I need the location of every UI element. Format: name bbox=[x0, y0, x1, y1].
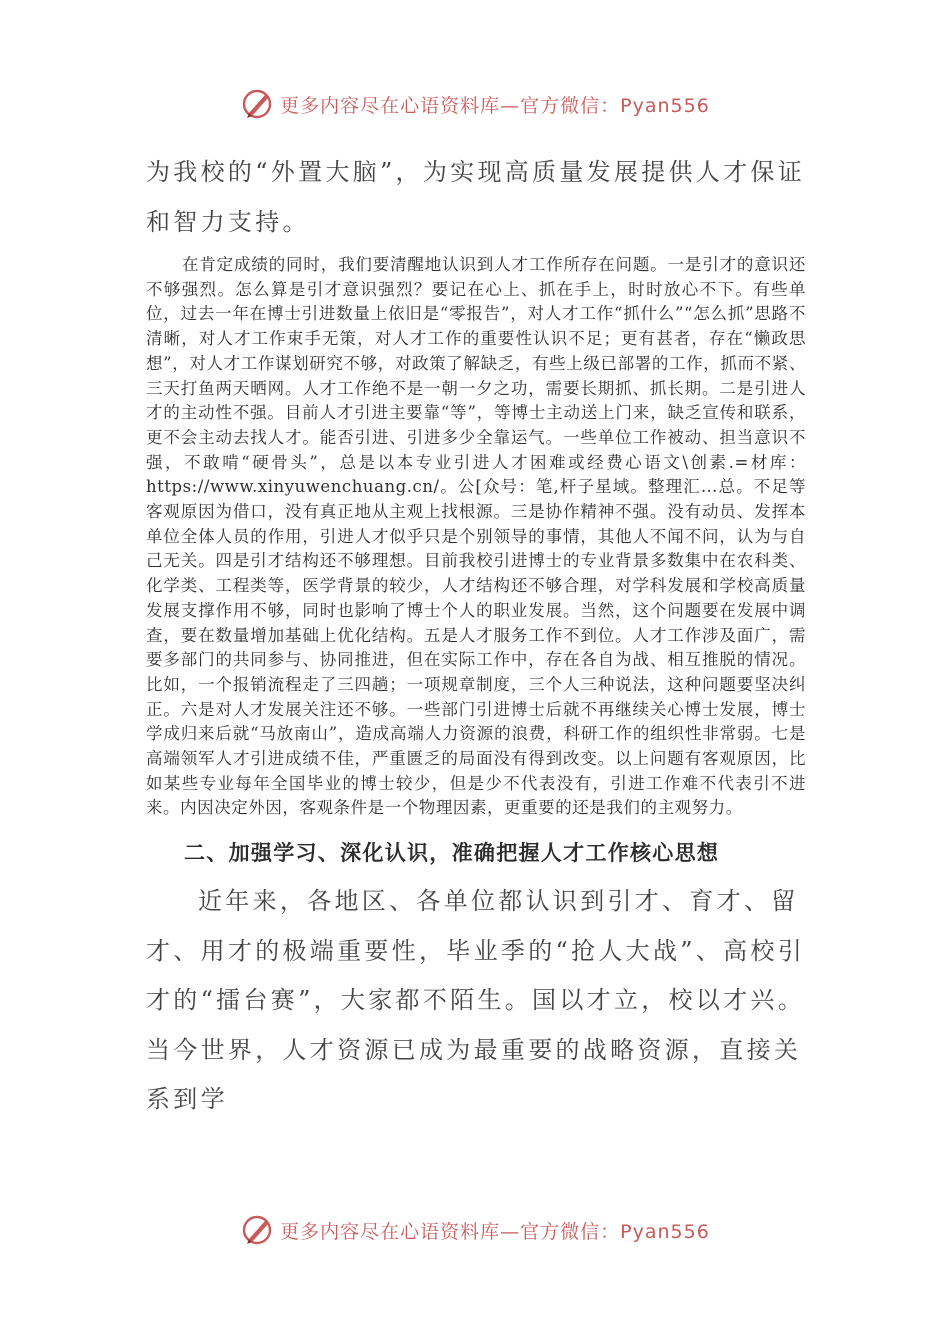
wechat-id: Pyan556 bbox=[620, 1220, 710, 1243]
banner-text: 更多内容尽在心语资料库—官方微信：Pyan556 bbox=[280, 94, 710, 117]
pen-logo-icon bbox=[240, 86, 276, 122]
pen-logo-icon bbox=[240, 1212, 276, 1248]
footer-watermark-banner bbox=[0, 1210, 950, 1250]
wechat-id: Pyan556 bbox=[620, 94, 710, 117]
continuation-paragraph: 为我校的“外置大脑”，为实现高质量发展提供人才保证和智力支持。 bbox=[146, 158, 806, 236]
section-heading: 二、加强学习、深化认识，准确把握人才工作核心思想 bbox=[184, 841, 720, 866]
section-paragraph: 近年来，各地区、各单位都认识到引才、育才、留才、用才的极端重要性，毕业季的“抢人大战”、高校引才的“擂台赛”，大家都不陌生。国以才立，校以才兴。当今世界，人才资源已成为最重要的战略资源，直接关系到学 bbox=[146, 887, 806, 1114]
header-watermark-banner bbox=[0, 84, 950, 124]
body-paragraph: 在肯定成绩的同时，我们要清醒地认识到人才工作所存在问题。一是引才的意识还不够强烈。怎么算是引才意识强烈？要记在心上、抓在手上，时时放心不下。有些单位，过去一年在博士引进数量上依旧是“零报告”，对人才工作“抓什么”“怎么抓”思路不清晰，对人才工作束手无策，对人才工作的重要性认识不足；更有甚者，存在“懒政思想”，对人才工作谋划研究不够，对政策了解缺乏，有些上级已部署的工作，抓而不紧、三天打鱼两天晒网。人才工作绝不是一朝一夕之功，需要长期抓、抓长期。二是引进人才的主动性不强。目前人才引进主要靠“等”，等博士主动送上门来，缺乏宣传和联系，更不会主动去找人才。能否引进、引进多少全靠运气。一些单位工作被动、担当意识不强，不敢啃“硬骨头”，总是以本专业引进人才困难或经费心语文\创素.=材库：https://www.xinyuwenchuang.cn/。公[众号：笔,杆子星域。整理汇…总。不足等客观原因为借口，没有真正地从主观上找根源。三是协作精神不强。没有动员、发挥本单位全体人员的作用，引进人才似乎只是个别领导的事情，其他人不闻不问，认为与自己无关。四是引才结构还不够理想。目前我校引进博士的专业背景多数集中在农科类、化学类、工程类等，医学背景的较少，人才结构还不够合理，对学科发展和学校高质量发展支撑作用不够，同时也影响了博士个人的职业发展。当然，这个问题要在发展中调查，要在数量增加基础上优化结构。五是人才服务工作不到位。人才工作涉及面广，需要多部门的共同参与、协同推进，但在实际工作中，存在各自为战、相互推脱的情况。比如，一个报销流程走了三四趟；一项规章制度，三个人三种说法，这种问题要坚决纠正。六是对人才发展关注还不够。一些部门引进博士后就不再继续关心博士发展，博士学成归来后就“马放南山”，造成高端人力资源的浪费，科研工作的组织性非常弱。七是高端领军人才引进成绩不佳，严重匮乏的局面没有得到改变。以上问题有客观原因，比如某些专业每年全国毕业的博士较少，但是少不代表没有，引进工作难不代表引不进来。内因决定外因，客观条件是一个物理因素，更重要的还是我们的主观努力。 bbox=[146, 255, 806, 818]
banner-text: 更多内容尽在心语资料库—官方微信：Pyan556 bbox=[280, 1220, 710, 1243]
document-body bbox=[146, 148, 806, 1125]
